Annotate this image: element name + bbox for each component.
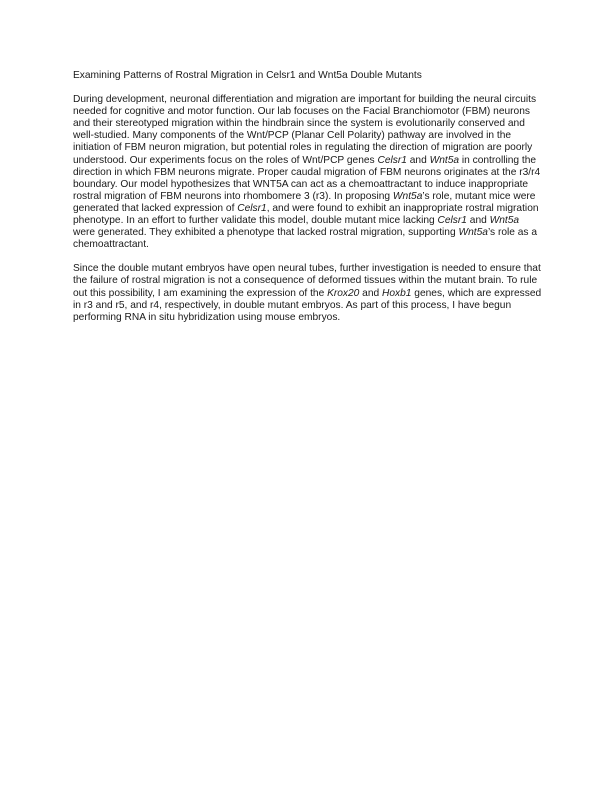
document-body xyxy=(73,70,543,336)
text-segment: and xyxy=(406,154,430,166)
text-segment: During development, neuronal differentiation and migration are important for building the neural circuits needed for cognitive and motor function. Our lab focuses on the Facial Branchiomotor (FBM) neurons and their stereotyped migration within the hindbrain since the system is evolutionarily conserved and well-studied. Many components of the Wnt/PCP (Planar Cell Polarity) pathway are involved in the initiation of FBM neuron migration, but potential roles in regulating the direction of migration are poorly understood. Our experiments focus on the roles of Wnt/PCP genes xyxy=(73,94,537,166)
gene-name: Krox20 xyxy=(327,287,360,299)
gene-name: Wnt5a xyxy=(458,227,488,239)
text-segment: ’s role as a chemoattractant. xyxy=(73,227,538,251)
gene-name: Celsr1 xyxy=(377,154,407,166)
text-segment: and xyxy=(359,287,383,299)
body-paragraph xyxy=(73,263,543,323)
gene-name: Celsr1 xyxy=(437,215,467,227)
text-segment: Since the double mutant embryos have open neural tubes, further investigation is needed to ensure that the failure of rostral migration is not a consequence of deformed tissues within the mutant brain. To rule out this possibility, I am examining the expression of the xyxy=(73,263,541,299)
document-title: Examining Patterns of Rostral Migration in Celsr1 and Wnt5a Double Mutants xyxy=(73,70,422,81)
text-segment: , and were found to exhibit an inappropriate rostral migration phenotype. In an effort to further validate this model, double mutant mice lacking xyxy=(73,202,539,227)
text-segment: genes, which are expressed in r3 and r5, and r4, respectively, in double mutant embryos. As part of this process, I have begun performing RNA in situ hybridization using mouse embryos. xyxy=(73,287,542,323)
text-segment: ’s role, mutant mice were generated that lacked expression of xyxy=(73,190,536,214)
gene-name: Wnt5a xyxy=(489,215,520,227)
text-segment: and xyxy=(466,215,490,227)
paragraphs-container xyxy=(73,94,543,324)
gene-name: Wnt5a xyxy=(392,190,423,202)
gene-name: Celsr1 xyxy=(237,202,267,214)
body-paragraph xyxy=(73,94,543,251)
text-segment: were generated. They exhibited a phenotype that lacked rostral migration, supporting xyxy=(73,227,459,239)
gene-name: Wnt5a xyxy=(429,154,460,166)
gene-name: Hoxb1 xyxy=(382,287,412,299)
text-segment: in controlling the direction in which FBM neurons migrate. Proper caudal migration of FBM neurons originates at the r3/r4 boundary. Our model hypothesizes that WNT5A can act as a chemoattractant to induce inappropriate rostral migration of FBM neurons into rhombomere 3 (r3). In proposing xyxy=(73,154,541,202)
